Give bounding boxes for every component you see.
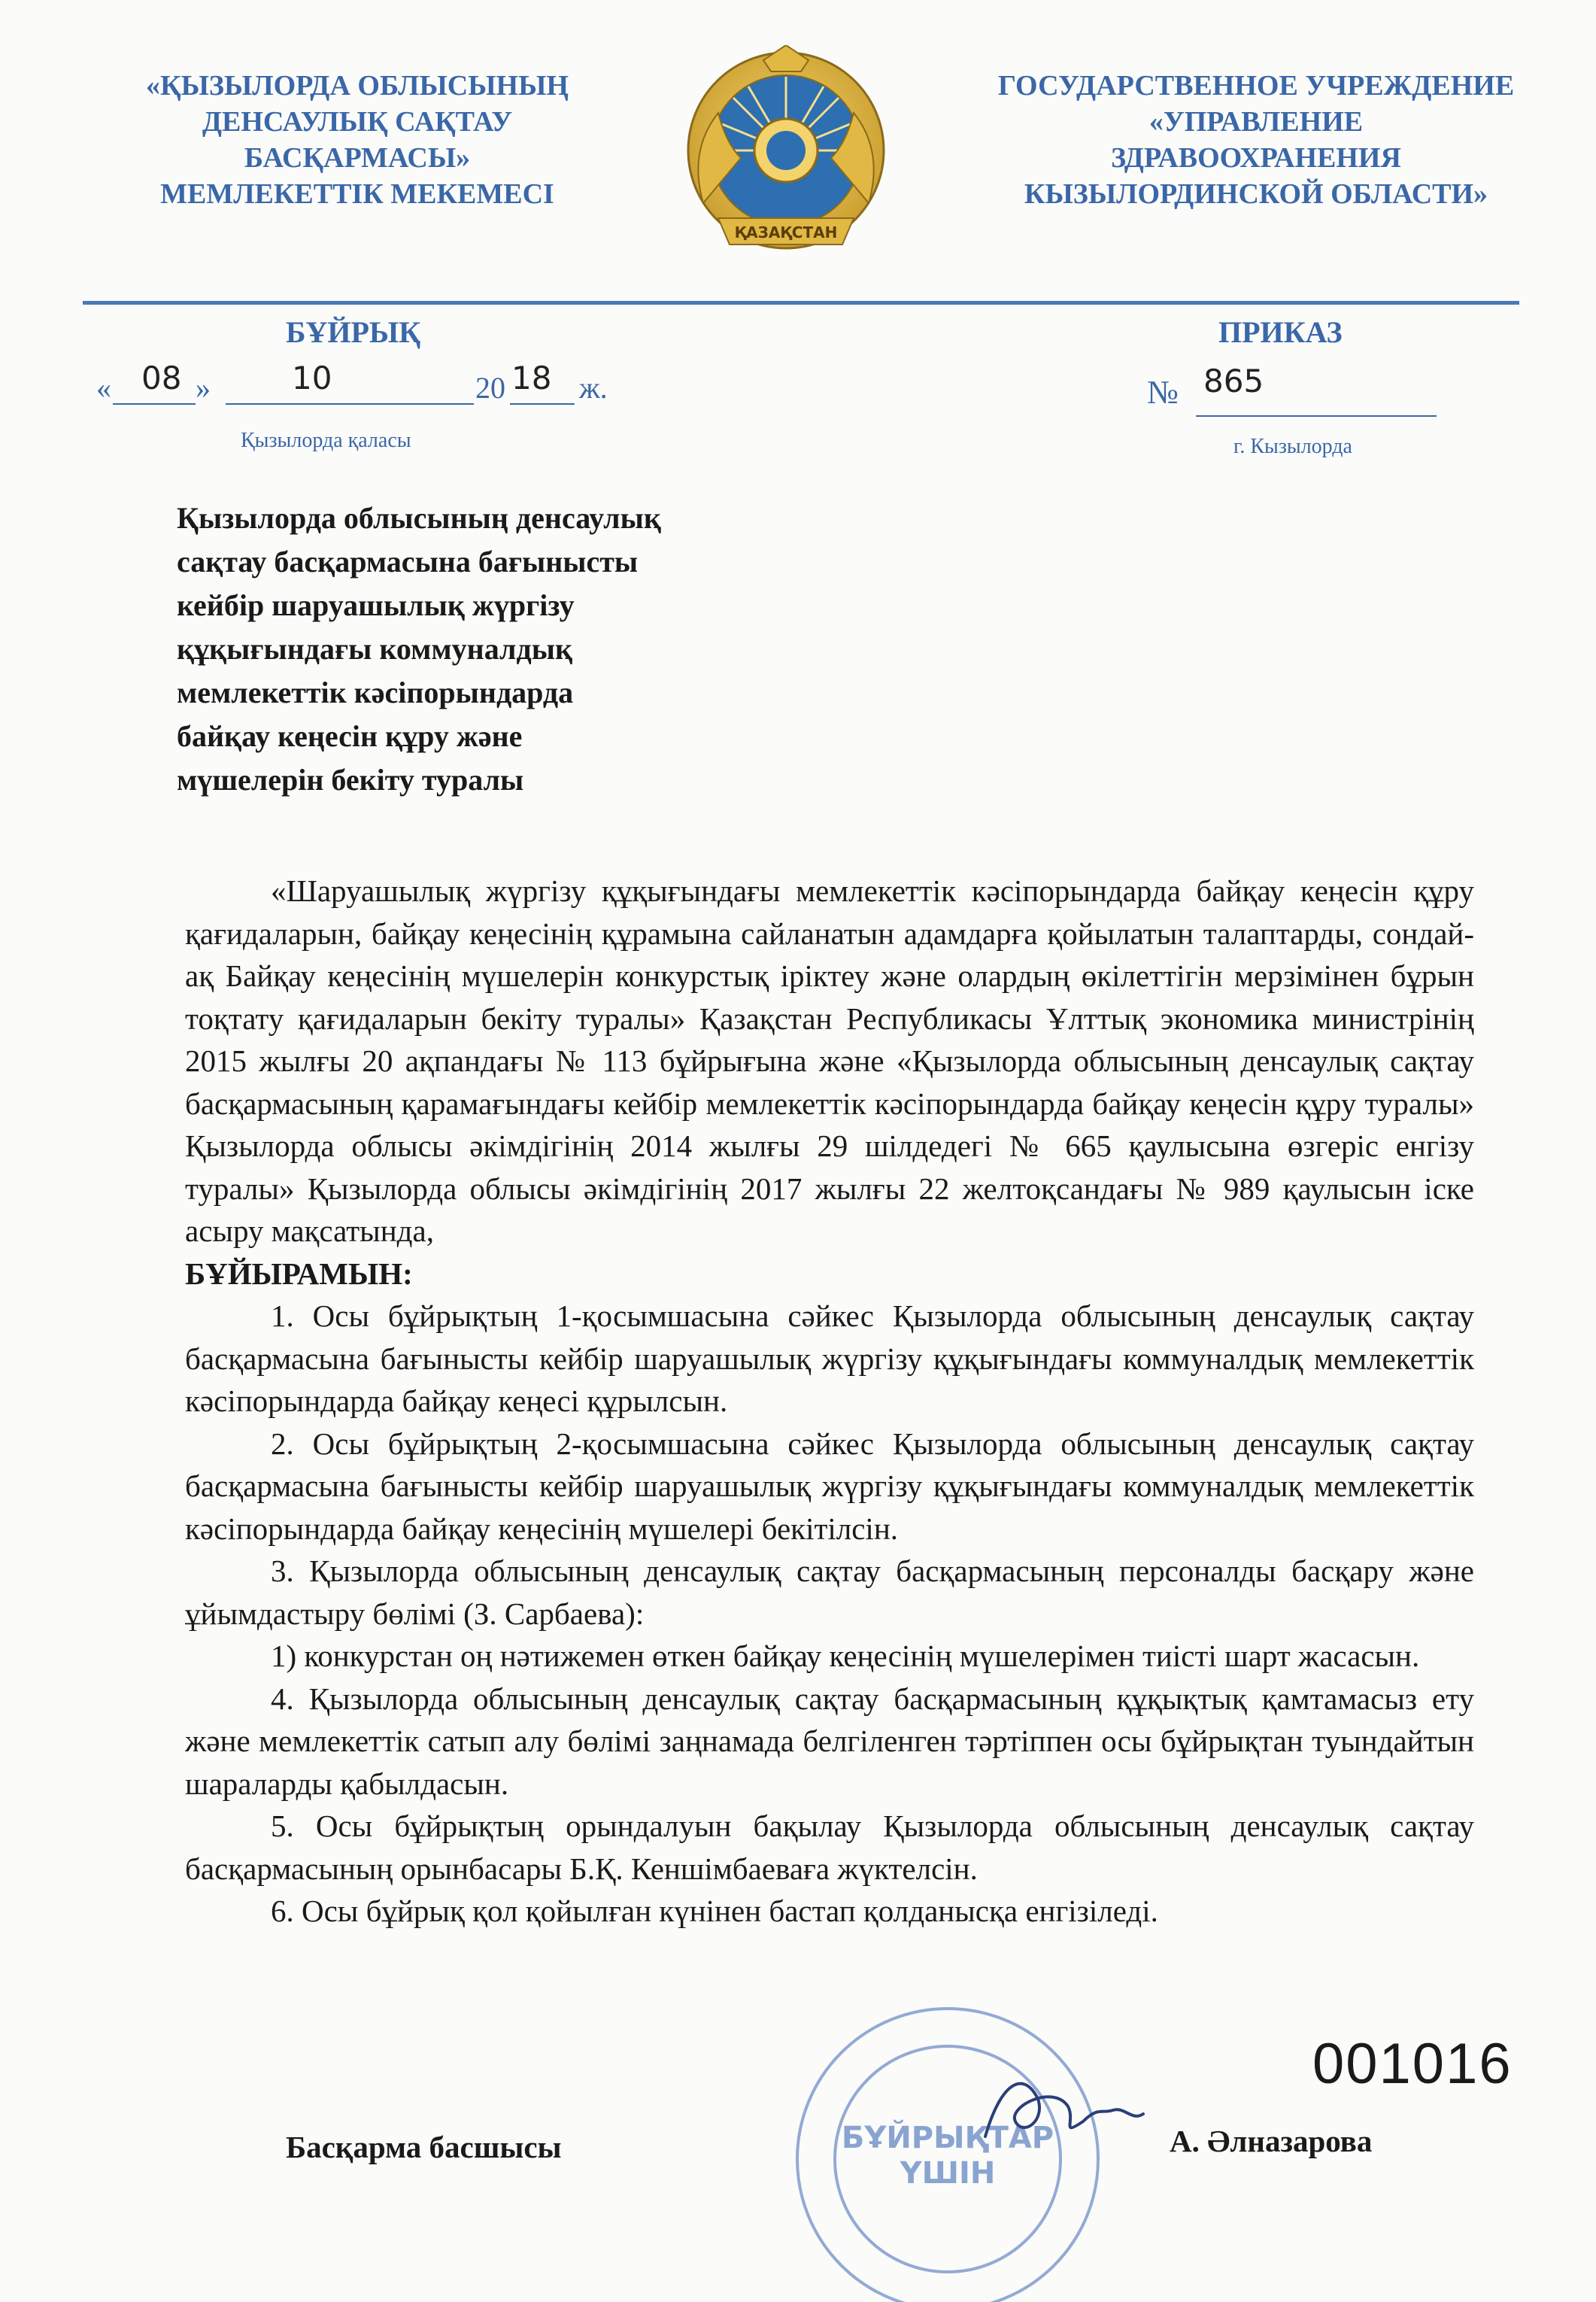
order-label-ru: ПРИКАЗ bbox=[1218, 315, 1343, 349]
stamp-text: БҰЙРЫҚТАР bbox=[841, 2121, 1054, 2155]
institution-name-ru-line: КЫЗЫЛОРДИНСКОЙ ОБЛАСТИ» bbox=[1024, 178, 1488, 210]
institution-name-ru bbox=[955, 68, 1557, 212]
city-ru: г. Кызылорда bbox=[1233, 435, 1352, 458]
subject-line: құқығындағы коммуналдық bbox=[177, 632, 572, 666]
date-day: 08 bbox=[141, 360, 182, 396]
stamp-text: ҮШІН bbox=[900, 2156, 996, 2191]
order-item: 1. Осы бұйрықтың 1-қосымшасына сәйкес Қызылорда облысының денсаулық сақтау басқармасына бағынысты кейбір шаруашылық жүргізу құқығындағы коммуналдық мемлекеттік кәсіпорындарда байқау кеңесі құрылсын. bbox=[185, 1298, 1474, 1418]
date-year-suffix: 18 bbox=[511, 360, 552, 396]
date-year-prefix: 20 bbox=[475, 371, 505, 405]
date-year-mark: ж. bbox=[579, 371, 608, 405]
state-emblem-icon bbox=[673, 45, 899, 271]
institution-name-kz-line: «ҚЫЗЫЛОРДА ОБЛЫСЫНЫҢ bbox=[146, 70, 569, 102]
date-open-quote: « bbox=[96, 371, 111, 405]
city-kz: Қызылорда қаласы bbox=[241, 429, 411, 452]
institution-name-ru-line: ЗДРАВООХРАНЕНИЯ bbox=[1111, 142, 1401, 174]
document-serial-number: 001016 bbox=[1312, 2032, 1513, 2096]
month-blank bbox=[226, 403, 474, 405]
date-month: 10 bbox=[292, 360, 332, 396]
signatory-name: А. Әлназарова bbox=[1170, 2124, 1373, 2158]
order-label-kz: БҰЙРЫҚ bbox=[286, 315, 421, 349]
order-item: 2. Осы бұйрықтың 2-қосымшасына сәйкес Қызылорда облысының денсаулық сақтау басқармасына бағынысты кейбір шаруашылық жүргізу құқығындағы коммуналдық мемлекеттік кәсіпорындарда байқау кеңесінің мүшелері бекітілсін. bbox=[185, 1426, 1474, 1546]
institution-name-ru-line: ГОСУДАРСТВЕННОЕ УЧРЕЖДЕНИЕ bbox=[997, 70, 1515, 102]
handwritten-signature bbox=[970, 2054, 1151, 2159]
order-subitem: 1) конкурстан оң нәтижемен өткен байқау кеңесінің мүшелерімен тиісті шарт жасасын. bbox=[271, 1638, 1420, 1673]
institution-name-kz-line: МЕМЛЕКЕТТІК МЕКЕМЕСІ bbox=[160, 178, 554, 210]
institution-name-kz-line: ДЕНСАУЛЫҚ САҚТАУ bbox=[202, 106, 513, 138]
subject-line: байқау кеңесін құру және bbox=[177, 719, 523, 753]
institution-name-kz-line: БАСҚАРМАСЫ» bbox=[244, 142, 471, 174]
order-item: 5. Осы бұйрықтың орындалуын бақылау Қызылорда облысының денсаулық сақтау басқармасының орынбасары Б.Қ. Кеншімбаеваға жүктелсін. bbox=[185, 1808, 1474, 1886]
number-sign: № bbox=[1147, 374, 1179, 411]
header-divider bbox=[83, 301, 1519, 305]
order-number: 865 bbox=[1203, 363, 1264, 399]
order-item: 6. Осы бұйрық қол қойылған күнінен бастап қолданысқа енгізіледі. bbox=[271, 1894, 1158, 1928]
institution-name-kz bbox=[113, 68, 602, 212]
subject-line: кейбір шаруашылық жүргізу bbox=[177, 588, 575, 622]
date-close-quote: » bbox=[196, 371, 211, 405]
signatory-title: Басқарма басшысы bbox=[286, 2130, 562, 2164]
day-blank bbox=[113, 403, 196, 405]
order-item: 4. Қызылорда облысының денсаулық сақтау басқармасының құқықтық қамтамасыз ету және мемлекеттік сатып алу бөлімі заңнамада белгіленген тәртіппен осы бұйрықтан туындайтын шараларды қабылдасын. bbox=[185, 1681, 1474, 1801]
order-word-text: БҰЙЫРАМЫН: bbox=[185, 1256, 413, 1291]
subject-line: Қызылорда облысының денсаулық bbox=[177, 501, 661, 535]
subject-line: сақтау басқармасына бағынысты bbox=[177, 545, 639, 579]
order-item: 3. Қызылорда облысының денсаулық сақтау басқармасының персоналды басқару және ұйымдастыру бөлімі (З. Сарбаева): bbox=[185, 1553, 1474, 1631]
preamble-paragraph: «Шаруашылық жүргізу құқығындағы мемлекеттік кәсіпорындарда байқау кеңесін құру қағидаларын, байқау кеңесінің құрамына сайланатын адамдарға қойылатын талаптарды, сондай-ақ Байқау кеңесінің мүшелерін конкурстық іріктеу және олардың өкілеттігін мерзімінен бұрын тоқтату қағидаларын бекіту туралы» Қазақстан Республикасы Ұлттық экономика министрінің 2015 жылғы 20 ақпандағы № 113 бұйрығына және «Қызылорда облысының денсаулық сақтау басқармасының қарамағындағы кейбір мемлекеттік кәсіпорындарда байқау кеңесін құру туралы» Қызылорда облысы әкімдігінің 2014 жылғы 29 шілдедегі № 665 қаулысына өзгеріс енгізу туралы» Қызылорда облысы әкімдігінің 2017 жылғы 22 желтоқсандағы № 989 қаулысын іске асыру мақсатында, bbox=[185, 873, 1474, 1248]
emblem-text: ҚАЗАҚСТАН bbox=[734, 223, 838, 241]
document-body bbox=[185, 870, 1474, 1933]
number-blank bbox=[1196, 415, 1437, 417]
institution-name-ru-line: «УПРАВЛЕНИЕ bbox=[1148, 106, 1364, 138]
order-word bbox=[185, 1253, 1474, 1295]
document-subject bbox=[177, 497, 854, 802]
year-blank bbox=[510, 403, 575, 405]
subject-line: мүшелерін бекіту туралы bbox=[177, 763, 524, 797]
subject-line: мемлекеттік кәсіпорындарда bbox=[177, 676, 574, 709]
